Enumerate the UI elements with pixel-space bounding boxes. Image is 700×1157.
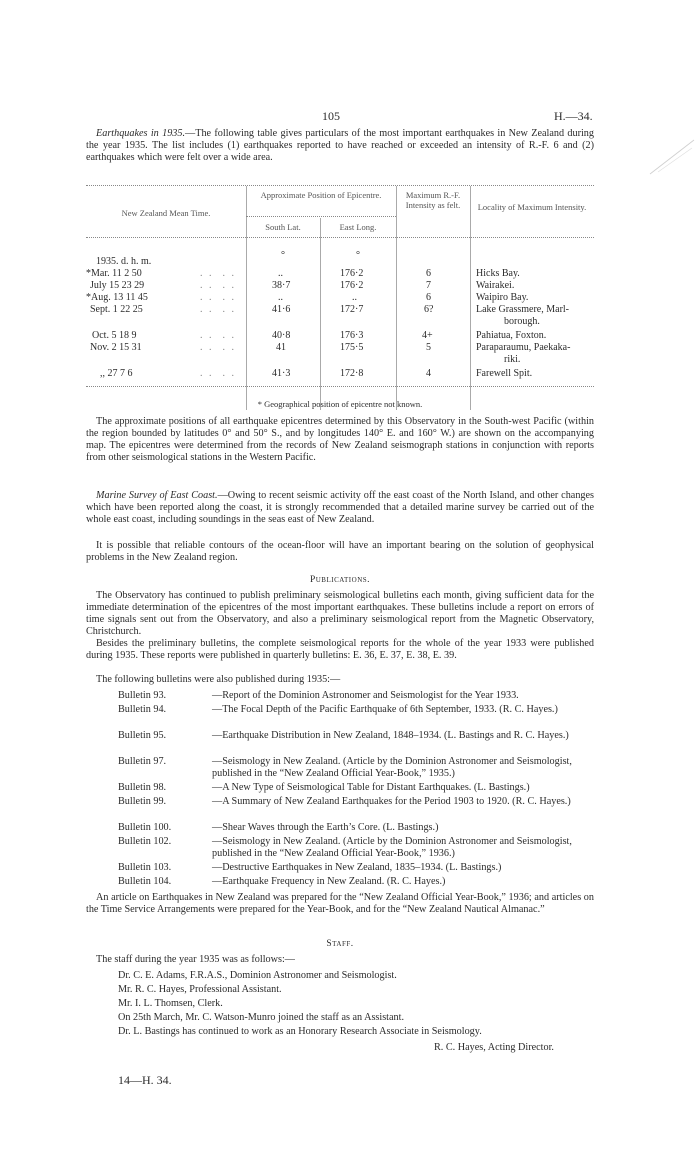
bulletin-label: Bulletin 103. [118, 862, 172, 873]
publications-heading: Publications. [309, 575, 371, 585]
header-time: New Zealand Mean Time. [121, 208, 211, 218]
table-header-rule [86, 237, 594, 238]
table-row-lat: 40·8 [272, 330, 291, 341]
paragraph-contours [86, 540, 594, 564]
table-footnote: * Geographical position of epicentre not known. [257, 399, 423, 409]
table-row-intensity: 4+ [422, 330, 433, 341]
bulletin-label: Bulletin 93. [118, 690, 167, 701]
page-number: 105 [322, 109, 340, 123]
list-item: Mr. I. L. Thomsen, Clerk. [118, 998, 223, 1009]
marine-survey-title: Marine Survey of East Coast. [96, 490, 218, 501]
list-item: On 25th March, Mr. C. Watson-Munro joined the staff as an Assistant. [118, 1012, 405, 1023]
table-row-long: 175·5 [340, 342, 364, 353]
table-divider [320, 218, 321, 410]
table-row-lat: 41·6 [272, 304, 291, 315]
table-row-locality-cont: riki. [504, 354, 521, 365]
units-long: ° [356, 250, 360, 261]
bulletin-text: —Destructive Earthquakes in New Zealand, 1835–1934. (L. Bastings.) [212, 862, 502, 873]
table-row-time: July 15 23 29 [90, 280, 145, 291]
table-row-locality: Paraparaumu, Paekaka- [476, 342, 571, 353]
table-divider [396, 186, 397, 410]
bulletin-label: Bulletin 102. [118, 836, 172, 847]
table-row-locality: Waipiro Bay. [476, 292, 529, 303]
bulletin-text: —Earthquake Distribution in New Zealand, 1848–1934. (L. Bastings and R. C. Hayes.) [212, 730, 569, 741]
paragraph-text: The Observatory has continued to publish preliminary seismological bulletins each month, giving sufficient data for the immediate determination of the epicentres of the most important earthquakes. These bulletins include a report on errors of time signals sent out from the Observatory, and also a preliminary seismological report from the Magnetic Observatory, Christchurch. [86, 590, 594, 637]
table-row-time: *Aug. 13 11 45 [86, 292, 148, 303]
table-row-lat: 41·3 [272, 368, 291, 379]
table-row-intensity: 7 [426, 280, 431, 291]
publications-paragraph [86, 638, 594, 662]
table-row-lat: 38·7 [272, 280, 291, 291]
bulletin-text: —Report of the Dominion Astronomer and Seismologist for the Year 1933. [212, 690, 519, 701]
bulletin-label: Bulletin 104. [118, 876, 172, 887]
paragraph-text: The approximate positions of all earthquake epicentres determined by this Observatory in the South-west Pacific (within the region bounded by latitudes 0° and 50° S., and by longitudes 140° E. and 160° W.) are shown on the accompanying map. The epicentres were determined from the records of New Zealand seismograph stations in conjunction with reports from other seismological stations in the Western Pacific. [86, 416, 594, 463]
paragraph-text: Besides the preliminary bulletins, the complete seismological reports for the whole of the year 1933 were published during 1935. These reports were published in quarterly bulletins: E. 36, E. 37, E. 38, E. 39. [86, 638, 594, 661]
table-row-intensity: 6? [424, 304, 434, 315]
table-row-intensity: 4 [426, 368, 431, 379]
table-row-locality: Wairakei. [476, 280, 515, 291]
table-row-long: 172·8 [340, 368, 364, 379]
publications-paragraph [86, 892, 594, 916]
table-row-intensity: 6 [426, 292, 431, 303]
table-row-lat: .. [278, 292, 283, 303]
leader-dots: . . . . [200, 292, 236, 303]
table-row-long: 176·3 [340, 330, 364, 341]
table-row-long: .. [352, 292, 357, 303]
intro-title: Earthquakes in 1935. [96, 128, 186, 139]
table-row-locality: Farewell Spit. [476, 368, 533, 379]
table-row-intensity: 6 [426, 268, 431, 279]
paragraph-text: An article on Earthquakes in New Zealand was prepared for the “New Zealand Official Year-Book,” 1936; and articles on the Time Service Arrangements were prepared for the Year-Book, and for the “New Zealand Nautical Almanac.” [86, 892, 594, 915]
leader-dots: . . . . [200, 280, 236, 291]
bulletin-text: —Shear Waves through the Earth’s Core. (L. Bastings.) [212, 822, 439, 833]
table-row-time: Sept. 1 22 25 [90, 304, 143, 315]
bulletin-text: —Seismology in New Zealand. (Article by the Dominion Astronomer and Seismologist, published in the “New Zealand Official Year-Book,” 1935.) [212, 756, 572, 779]
table-row-time: Oct. 5 18 9 [92, 330, 137, 341]
list-item: Dr. C. E. Adams, F.R.A.S., Dominion Astronomer and Seismologist. [118, 970, 397, 981]
bulletin-text: —Seismology in New Zealand. (Article by the Dominion Astronomer and Seismologist, published in the “New Zealand Official Year-Book,” 1936.) [212, 836, 572, 859]
paragraph-marine-survey [86, 490, 594, 526]
bulletin-text: —Earthquake Frequency in New Zealand. (R. C. Hayes.) [212, 876, 446, 887]
bulletin-label: Bulletin 97. [118, 756, 167, 767]
document-reference: H.—34. [554, 109, 593, 123]
units-time: 1935. d. h. m. [96, 256, 152, 267]
table-row-long: 176·2 [340, 268, 364, 279]
table-row-long: 176·2 [340, 280, 364, 291]
director-signature: R. C. Hayes, Acting Director. [434, 1042, 554, 1053]
table-row-time: ,, 27 7 6 [100, 368, 133, 379]
table-divider [470, 186, 471, 410]
table-row-time: *Mar. 11 2 50 [86, 268, 142, 279]
leader-dots: . . . . [200, 268, 236, 279]
table-row-time: Nov. 2 15 31 [90, 342, 142, 353]
bulletin-label: Bulletin 94. [118, 704, 167, 715]
header-south-lat: South Lat. [265, 222, 301, 232]
paragraph-text: The following bulletins were also published during 1935:— [96, 674, 341, 685]
bulletin-label: Bulletin 98. [118, 782, 167, 793]
header-epicentre: Approximate Position of Epicentre. [260, 190, 382, 200]
publications-paragraph [86, 590, 594, 638]
intro-text: —The following table gives particulars of the most important earthquakes in New Zealand during the year 1935. The list includes (1) earthquakes reported to have reached or exceeded an intensity of R.-F. 6 and (2) earthquakes which were felt over a wide area. [86, 128, 594, 163]
bulletin-label: Bulletin 95. [118, 730, 167, 741]
table-divider [246, 186, 247, 410]
paragraph-text: It is possible that reliable contours of the ocean-floor will have an important bearing on the solution of geophysical problems in the New Zealand region. [86, 540, 594, 563]
paragraph-text: —Owing to recent seismic activity off the east coast of the North Island, and other changes which have been reported along the coast, it is strongly recommended that a detailed marine survey be carried out of the whole east coast, including soundings in the seas east of New Zealand. [86, 490, 594, 525]
staff-intro [86, 954, 594, 966]
table-row-locality: Pahiatua, Foxton. [476, 330, 547, 341]
table-row-lat: 41 [276, 342, 286, 353]
table-subheader-rule [246, 216, 396, 217]
bulletin-text: —The Focal Depth of the Pacific Earthquake of 6th September, 1933. (R. C. Hayes.) [212, 704, 558, 715]
bulletin-label: Bulletin 99. [118, 796, 167, 807]
staff-heading: Staff. [326, 939, 354, 949]
paragraph-epicentres [86, 416, 594, 464]
leader-dots: . . . . [200, 342, 236, 353]
units-lat: ° [281, 250, 285, 261]
intro-paragraph [86, 128, 594, 164]
table-row-intensity: 5 [426, 342, 431, 353]
paragraph-text: The staff during the year 1935 was as follows:— [96, 954, 295, 965]
bulletin-text: —A New Type of Seismological Table for Distant Earthquakes. (L. Bastings.) [212, 782, 530, 793]
header-intensity: Maximum R.-F. Intensity as felt. [405, 190, 461, 210]
margin-mark-icon [648, 136, 696, 176]
publications-paragraph [86, 674, 594, 686]
table-row-locality: Hicks Bay. [476, 268, 520, 279]
bulletin-label: Bulletin 100. [118, 822, 172, 833]
list-item: Dr. L. Bastings has continued to work as an Honorary Research Associate in Seismology. [118, 1026, 482, 1037]
bulletin-text: —A Summary of New Zealand Earthquakes for the Period 1903 to 1920. (R. C. Hayes.) [212, 796, 571, 807]
leader-dots: . . . . [200, 330, 236, 341]
signature-mark: 14—H. 34. [118, 1073, 172, 1087]
table-row-locality-cont: borough. [504, 316, 540, 327]
header-locality: Locality of Maximum Intensity. [477, 202, 587, 212]
table-bottom-rule [86, 386, 594, 387]
table-row-long: 172·7 [340, 304, 364, 315]
leader-dots: . . . . [200, 368, 236, 379]
table-top-rule [86, 185, 594, 186]
table-row-locality: Lake Grassmere, Marl- [476, 304, 570, 315]
table-row-lat: .. [278, 268, 283, 279]
leader-dots: . . . . [200, 304, 236, 315]
header-east-long: East Long. [339, 222, 377, 232]
list-item: Mr. R. C. Hayes, Professional Assistant. [118, 984, 282, 995]
